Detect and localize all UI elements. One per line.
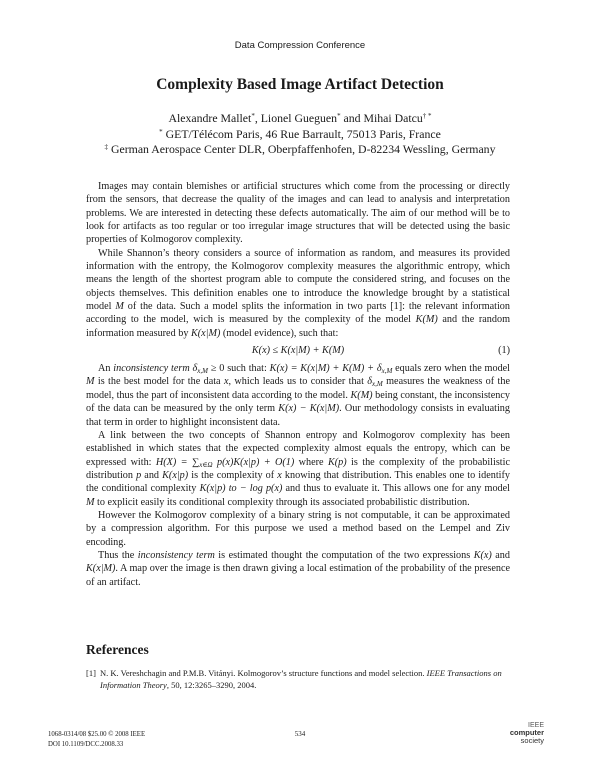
text: being constant, the inconsistency of the data can be measured by the only term — [86, 389, 510, 415]
author-1: Alexandre Mallet — [168, 111, 252, 125]
paragraph-1: Images may contain blemishes or artificial structures which come from the processing or directly from the sensors, that decrease the quality of the images and can lead to analysis and interpretation problems. We are interested in detecting these defects automatically. The aim of our method will be to look for artifacts as too regular or too irregular image structures that will be detected using the basic properties of Kolmogorov complexity. — [86, 181, 510, 246]
author-3-mark: † * — [422, 112, 432, 120]
affiliation-2-mark: ‡ — [104, 143, 109, 151]
math: K(x|M) — [190, 327, 221, 339]
text: (model evidence), such that: — [220, 327, 339, 339]
text: equals zero when the model — [392, 363, 511, 375]
reference-1-text — [100, 668, 510, 691]
reference-1-journal: IEEE Transactions on Information Theory — [100, 668, 502, 690]
text: where — [294, 456, 328, 468]
equation-1 — [86, 341, 510, 361]
math-subscript: x,M — [381, 367, 393, 376]
affiliation-2 — [0, 142, 600, 157]
logo-line-1: computer — [509, 728, 544, 737]
paper-title: Complexity Based Image Artifact Detection — [156, 76, 444, 93]
math: x — [223, 376, 229, 388]
footer-doi: DOI 10.1109/DCC.2008.33 — [48, 741, 124, 748]
math: K(x|p) to − log p(x) — [199, 483, 283, 495]
author-list — [0, 111, 600, 126]
math: p — [136, 469, 142, 481]
math: H(X) = ∑ — [155, 456, 200, 468]
math-subscript: x∈Ω — [199, 460, 213, 469]
paragraph-6 — [86, 549, 510, 589]
math: K(p) — [327, 456, 347, 468]
page-number: 534 — [294, 730, 306, 738]
text: Thus the — [98, 549, 138, 561]
affiliation-2-text: German Aerospace Center DLR, Oberpfaffenhofen, D-82234 Wessling, Germany — [108, 142, 496, 156]
emphasis: inconsistency term — [113, 363, 190, 375]
text: and thus to evaluate it. This allows one for any model — [282, 483, 510, 495]
paragraph-2 — [86, 247, 510, 340]
math: K(x|p) — [162, 469, 189, 481]
math: K(x|M) — [86, 563, 116, 575]
math: K(x) − K(x|M) — [278, 403, 340, 415]
text: . Our methodology consists in evaluating that term in order to highlight inconsistent data. — [86, 403, 510, 428]
author-separator: and — [340, 111, 364, 125]
text: measures the weakness of the model, thus the part of inconsistent data according to the model. — [86, 376, 510, 401]
math: δ — [367, 376, 373, 388]
author-1-mark: * — [251, 112, 255, 120]
text: . A map over the image is then drawn giving a local estimation of the probability of the presence of an artifact. — [86, 563, 510, 588]
affiliation-1-mark: * — [159, 128, 163, 136]
math: M — [115, 301, 124, 313]
math: δ — [192, 363, 198, 375]
equation-1-body: K(x) ≤ K(x|M) + K(M) — [251, 345, 345, 357]
conference-header: Data Compression Conference — [234, 40, 366, 51]
paragraph-4 — [86, 429, 510, 509]
equation-1-number: (1) — [498, 345, 510, 357]
text: , which leads us to consider that — [228, 376, 368, 388]
reference-1-label: [1] — [86, 668, 96, 678]
text: A link between the two concepts of Shannon entropy and Kolmogorov complexity has been established in which states that the expected complexity almost equals the entropy, which can be expressed with: — [86, 429, 510, 468]
text: and the random information measured by — [86, 314, 510, 339]
affiliation-1-text: GET/Télécom Paris, 46 Rue Barrault, 75013 Paris, France — [162, 127, 441, 141]
text: N. K. Vereshchagin and P.M.B. Vitányi. Kolmogorov’s structure functions and model selection. — [100, 668, 427, 678]
text: While Shannon’s theory considers a source of information as random, and measures its provided information with the entropy, the Kolmogorov complexity measures the algorithmic entropy, which means the length of the shortest program able to compute the considered string, and focuses on the objects themselves. This definition enables one to introduce the knowledge brought by a statistical model — [86, 247, 510, 313]
text: and — [141, 469, 163, 481]
text: ≥ 0 such that: — [208, 363, 270, 375]
text: is the best model for the data — [94, 376, 224, 388]
math: x — [277, 469, 282, 481]
computer-society-logo — [500, 722, 544, 754]
math-subscript: x,M — [197, 367, 208, 376]
text: and — [491, 549, 510, 561]
paragraph-5: However the Kolmogorov complexity of a binary string is not computable, it can be approximated by a compression algorithm. For this purpose we used a method based on the Lempel and Ziv encoding. — [86, 509, 510, 548]
logo-mark: IEEE — [528, 722, 544, 729]
emphasis: inconsistency term — [137, 549, 215, 561]
text: is the complexity of — [188, 469, 278, 481]
text: An — [98, 363, 114, 375]
logo-line-2: society — [520, 736, 544, 745]
math: K(x) — [473, 549, 492, 561]
author-2: Lionel Gueguen — [260, 111, 338, 125]
affiliation-1 — [0, 127, 600, 142]
math-subscript: x,M — [372, 380, 383, 389]
abstract-body — [86, 180, 510, 589]
math: M — [86, 496, 95, 508]
math: p(x)K(x|p) + O(1) — [212, 456, 295, 468]
text: to explicit easily its conditional complexity through its associated probabilistic distribution. — [94, 496, 470, 508]
author-2-mark: * — [337, 112, 341, 120]
text: is the complexity of the probabilistic distribution — [86, 456, 510, 481]
text: is estimated thought the computation of the two expressions — [214, 549, 474, 561]
text: knowing that distribution. This enables one to identify the conditional complexity — [86, 469, 510, 495]
text: of the data. Such a model splits the information in two parts [1]: the relevant information according to the model, wich is measured by the complexity of the model — [86, 301, 510, 326]
author-separator: , — [254, 111, 261, 125]
paragraph-3 — [86, 362, 510, 429]
text: , 50, 12:3265–3290, 2004. — [166, 679, 257, 690]
reference-1 — [86, 668, 510, 691]
references-heading: References — [86, 642, 149, 657]
math: K(M) — [415, 314, 438, 326]
footer-issn: 1068-0314/08 $25.00 © 2008 IEEE — [48, 731, 146, 738]
math: K(x) = K(x|M) + K(M) + δ — [269, 363, 382, 375]
author-3: Mihai Datcu — [363, 111, 423, 125]
math: M — [86, 376, 95, 388]
math: K(M) — [350, 389, 373, 401]
